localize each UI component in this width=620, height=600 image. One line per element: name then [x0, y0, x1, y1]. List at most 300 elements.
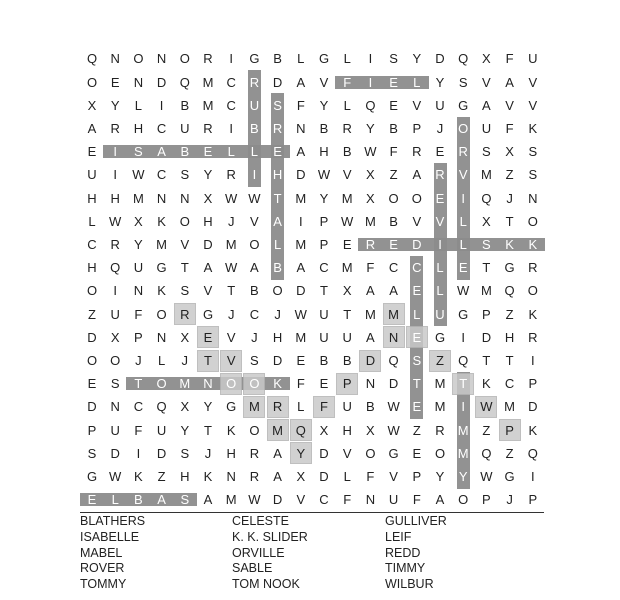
grid-cell[interactable]: H	[319, 144, 329, 160]
grid-cell[interactable]: E	[412, 283, 422, 299]
grid-cell[interactable]: V	[528, 74, 538, 90]
grid-cell[interactable]: U	[180, 121, 190, 136]
grid-cell[interactable]: U	[319, 306, 329, 322]
grid-cell[interactable]: E	[342, 237, 352, 252]
grid-cell[interactable]: L	[436, 283, 444, 299]
grid-cell[interactable]: R	[412, 144, 422, 160]
grid-cell[interactable]: Q	[156, 399, 167, 415]
grid-cell[interactable]: V	[505, 97, 514, 113]
grid-cell[interactable]: V	[226, 329, 236, 345]
grid-cell[interactable]: A	[366, 283, 375, 299]
grid-cell[interactable]: A	[250, 260, 259, 276]
grid-cell[interactable]: N	[226, 469, 236, 484]
grid-cell[interactable]: M	[457, 445, 469, 461]
grid-cell[interactable]: B	[250, 283, 259, 299]
grid-cell[interactable]: I	[113, 167, 117, 183]
grid-cell[interactable]: R	[180, 306, 190, 322]
grid-cell[interactable]: Q	[365, 97, 376, 113]
grid-cell[interactable]: Q	[388, 353, 399, 368]
grid-cell[interactable]: U	[87, 167, 97, 183]
grid-cell[interactable]: A	[296, 144, 306, 160]
grid-cell[interactable]: W	[248, 492, 261, 508]
grid-cell[interactable]: A	[157, 144, 166, 160]
grid-cell[interactable]: P	[342, 376, 352, 392]
grid-cell[interactable]: H	[272, 167, 283, 183]
grid-cell[interactable]: V	[296, 492, 306, 508]
grid-cell[interactable]: S	[180, 167, 190, 183]
grid-cell[interactable]: Q	[481, 445, 492, 461]
grid-cell[interactable]: W	[341, 213, 354, 229]
grid-cell[interactable]: V	[412, 97, 422, 113]
grid-cell[interactable]: A	[87, 121, 97, 136]
grid-cell[interactable]: M	[341, 190, 353, 206]
grid-cell[interactable]: B	[389, 121, 398, 136]
grid-cell[interactable]: U	[342, 399, 352, 415]
grid-cell[interactable]: L	[250, 144, 258, 160]
grid-cell[interactable]: X	[319, 422, 329, 438]
grid-cell[interactable]: A	[482, 97, 491, 113]
grid-cell[interactable]: I	[159, 97, 164, 113]
grid-cell[interactable]: B	[180, 144, 190, 160]
grid-cell[interactable]: G	[226, 399, 237, 415]
grid-cell[interactable]: S	[389, 51, 398, 67]
grid-cell[interactable]: W	[109, 213, 122, 229]
grid-cell[interactable]: Z	[157, 469, 166, 484]
grid-cell[interactable]: C	[319, 492, 329, 508]
grid-cell[interactable]: S	[180, 283, 190, 299]
grid-cell[interactable]: E	[389, 237, 398, 252]
grid-cell[interactable]: U	[388, 492, 399, 508]
grid-cell[interactable]: U	[435, 97, 445, 113]
grid-cell[interactable]: N	[133, 283, 144, 299]
grid-cell[interactable]: K	[528, 121, 538, 136]
grid-cell[interactable]: D	[435, 51, 445, 67]
grid-cell[interactable]: G	[458, 97, 469, 113]
grid-cell[interactable]: T	[482, 353, 491, 368]
grid-cell[interactable]: J	[506, 492, 513, 508]
grid-cell[interactable]: U	[481, 121, 492, 136]
grid-cell[interactable]: E	[87, 144, 97, 160]
grid-cell[interactable]: M	[364, 213, 376, 229]
grid-cell[interactable]: O	[249, 376, 260, 392]
grid-cell[interactable]: M	[480, 283, 492, 299]
grid-cell[interactable]: E	[412, 329, 422, 345]
grid-cell[interactable]: V	[482, 74, 491, 90]
grid-cell[interactable]: P	[528, 492, 538, 508]
grid-cell[interactable]: V	[528, 97, 538, 113]
grid-cell[interactable]: E	[273, 144, 282, 160]
grid-cell[interactable]: N	[203, 376, 213, 392]
grid-cell[interactable]: R	[203, 51, 213, 67]
grid-cell[interactable]: Z	[505, 306, 514, 322]
grid-cell[interactable]: F	[366, 469, 375, 484]
grid-cell[interactable]: Q	[295, 422, 306, 438]
grid-cell[interactable]: Q	[504, 283, 515, 299]
grid-cell[interactable]: L	[297, 51, 305, 67]
grid-cell[interactable]: U	[319, 329, 329, 345]
grid-cell[interactable]: R	[110, 237, 120, 252]
grid-cell[interactable]: F	[505, 121, 514, 136]
grid-cell[interactable]: T	[204, 422, 212, 438]
grid-cell[interactable]: A	[157, 492, 166, 508]
grid-cell[interactable]: I	[530, 469, 535, 484]
grid-cell[interactable]: D	[296, 167, 306, 183]
grid-cell[interactable]: R	[203, 121, 213, 136]
grid-cell[interactable]: G	[504, 260, 515, 276]
grid-cell[interactable]: K	[226, 422, 236, 438]
grid-cell[interactable]: O	[272, 283, 283, 299]
grid-cell[interactable]: C	[319, 260, 329, 276]
grid-cell[interactable]: A	[412, 167, 422, 183]
grid-cell[interactable]: I	[229, 121, 233, 136]
grid-cell[interactable]: L	[343, 97, 351, 113]
grid-cell[interactable]: D	[296, 283, 306, 299]
grid-cell[interactable]: P	[505, 422, 514, 438]
grid-cell[interactable]: R	[365, 237, 376, 252]
grid-cell[interactable]: W	[109, 469, 122, 484]
grid-cell[interactable]: X	[134, 213, 143, 229]
grid-cell[interactable]: Y	[319, 190, 329, 206]
grid-cell[interactable]: A	[203, 260, 213, 276]
grid-cell[interactable]: K	[273, 376, 282, 392]
grid-cell[interactable]: J	[181, 353, 189, 368]
grid-cell[interactable]: I	[461, 190, 465, 206]
grid-cell[interactable]: C	[156, 167, 167, 183]
grid-cell[interactable]: S	[528, 167, 538, 183]
grid-cell[interactable]: G	[318, 51, 330, 67]
grid-cell[interactable]: N	[156, 51, 167, 67]
grid-cell[interactable]: T	[180, 260, 189, 276]
grid-cell[interactable]: E	[296, 353, 306, 368]
grid-cell[interactable]: T	[204, 353, 212, 368]
grid-cell[interactable]: I	[298, 213, 303, 229]
grid-cell[interactable]: R	[435, 167, 445, 183]
grid-cell[interactable]: N	[388, 329, 399, 345]
grid-cell[interactable]: M	[457, 422, 469, 438]
grid-cell[interactable]: X	[482, 213, 491, 229]
grid-cell[interactable]: B	[319, 353, 329, 368]
grid-cell[interactable]: H	[87, 190, 97, 206]
grid-cell[interactable]: V	[319, 74, 329, 90]
grid-cell[interactable]: V	[389, 469, 398, 484]
grid-cell[interactable]: P	[528, 376, 538, 392]
grid-cell[interactable]: H	[226, 445, 236, 461]
grid-cell[interactable]: C	[226, 97, 236, 113]
grid-cell[interactable]: K	[528, 422, 538, 438]
grid-cell[interactable]: B	[134, 492, 143, 508]
grid-cell[interactable]: E	[435, 144, 445, 160]
grid-cell[interactable]: C	[87, 237, 97, 252]
grid-cell[interactable]: L	[88, 213, 96, 229]
grid-cell[interactable]: J	[204, 445, 212, 461]
grid-cell[interactable]: M	[434, 399, 446, 415]
grid-cell[interactable]: U	[110, 306, 120, 322]
grid-cell[interactable]: Q	[86, 51, 98, 67]
grid-cell[interactable]: Z	[88, 306, 96, 322]
grid-cell[interactable]: E	[319, 376, 329, 392]
grid-cell[interactable]: J	[227, 306, 235, 322]
grid-cell[interactable]: P	[482, 306, 491, 322]
grid-cell[interactable]: S	[110, 376, 120, 392]
grid-cell[interactable]: R	[528, 260, 538, 276]
grid-cell[interactable]: Z	[505, 445, 514, 461]
grid-cell[interactable]: E	[110, 74, 120, 90]
grid-cell[interactable]: Y	[458, 469, 468, 484]
grid-cell[interactable]: X	[180, 329, 190, 345]
grid-cell[interactable]: W	[294, 306, 307, 322]
grid-cell[interactable]: E	[435, 190, 445, 206]
grid-cell[interactable]: B	[389, 213, 398, 229]
grid-cell[interactable]: G	[86, 469, 98, 484]
grid-cell[interactable]: N	[110, 399, 120, 415]
grid-cell[interactable]: V	[226, 353, 236, 368]
grid-cell[interactable]: C	[249, 306, 260, 322]
grid-cell[interactable]: H	[272, 329, 283, 345]
grid-cell[interactable]: Q	[458, 51, 469, 67]
grid-cell[interactable]: R	[249, 445, 260, 461]
grid-cell[interactable]: U	[156, 422, 167, 438]
grid-cell[interactable]: K	[157, 283, 166, 299]
grid-cell[interactable]: Z	[505, 167, 514, 183]
grid-cell[interactable]: Z	[482, 422, 491, 438]
grid-cell[interactable]: I	[229, 51, 233, 67]
grid-cell[interactable]: W	[248, 190, 261, 206]
grid-cell[interactable]: H	[133, 121, 144, 136]
grid-cell[interactable]: S	[412, 353, 422, 368]
grid-cell[interactable]: S	[180, 445, 190, 461]
grid-cell[interactable]: L	[273, 237, 282, 252]
grid-cell[interactable]: U	[342, 329, 352, 345]
grid-cell[interactable]: W	[387, 422, 400, 438]
grid-cell[interactable]: F	[134, 422, 143, 438]
grid-cell[interactable]: N	[110, 51, 120, 67]
grid-cell[interactable]: F	[296, 97, 305, 113]
grid-cell[interactable]: R	[272, 399, 283, 415]
grid-cell[interactable]: M	[295, 190, 307, 206]
grid-cell[interactable]: Y	[110, 97, 120, 113]
grid-cell[interactable]: D	[481, 329, 492, 345]
grid-cell[interactable]: G	[504, 469, 515, 484]
grid-cell[interactable]: I	[368, 51, 373, 67]
grid-cell[interactable]: Y	[296, 445, 306, 461]
grid-cell[interactable]: S	[482, 144, 491, 160]
grid-cell[interactable]: G	[202, 306, 214, 322]
grid-cell[interactable]: A	[435, 492, 445, 508]
grid-cell[interactable]: O	[179, 51, 190, 67]
grid-cell[interactable]: J	[135, 353, 142, 368]
grid-cell[interactable]: S	[250, 353, 259, 368]
grid-cell[interactable]: G	[156, 260, 167, 276]
grid-cell[interactable]: P	[319, 213, 329, 229]
grid-cell[interactable]: W	[132, 167, 145, 183]
grid-cell[interactable]: D	[319, 445, 329, 461]
grid-cell[interactable]: K	[482, 376, 491, 392]
grid-cell[interactable]: S	[528, 144, 538, 160]
grid-cell[interactable]: A	[273, 213, 282, 229]
grid-cell[interactable]: F	[389, 144, 398, 160]
grid-cell[interactable]: N	[133, 74, 144, 90]
grid-cell[interactable]: O	[434, 445, 446, 461]
grid-cell[interactable]: R	[458, 144, 468, 160]
grid-cell[interactable]: R	[110, 121, 120, 136]
grid-cell[interactable]: I	[252, 167, 257, 183]
grid-cell[interactable]: R	[249, 469, 260, 484]
grid-cell[interactable]: K	[528, 237, 538, 252]
grid-cell[interactable]: M	[272, 422, 284, 438]
grid-cell[interactable]: Y	[412, 51, 422, 67]
grid-cell[interactable]: J	[274, 306, 281, 322]
grid-cell[interactable]: X	[366, 167, 375, 183]
grid-cell[interactable]: E	[203, 144, 213, 160]
grid-cell[interactable]: S	[273, 97, 282, 113]
grid-cell[interactable]: D	[87, 329, 97, 345]
grid-cell[interactable]: Y	[203, 167, 213, 183]
grid-cell[interactable]: Y	[134, 237, 143, 252]
grid-cell[interactable]: L	[459, 213, 467, 229]
grid-cell[interactable]: K	[157, 213, 166, 229]
grid-cell[interactable]: C	[412, 260, 422, 276]
grid-cell[interactable]: D	[156, 74, 167, 90]
grid-cell[interactable]: U	[249, 97, 260, 113]
grid-cell[interactable]: A	[203, 492, 213, 508]
grid-cell[interactable]: I	[113, 144, 117, 160]
grid-cell[interactable]: O	[458, 492, 469, 508]
grid-cell[interactable]: I	[461, 399, 465, 415]
grid-cell[interactable]: F	[366, 260, 375, 276]
grid-cell[interactable]: X	[296, 469, 306, 484]
grid-cell[interactable]: F	[343, 74, 352, 90]
grid-cell[interactable]: F	[343, 492, 352, 508]
grid-cell[interactable]: R	[342, 121, 352, 136]
grid-cell[interactable]: Y	[435, 469, 445, 484]
grid-cell[interactable]: F	[296, 376, 305, 392]
grid-cell[interactable]: L	[134, 97, 142, 113]
grid-cell[interactable]: P	[412, 469, 422, 484]
grid-cell[interactable]: L	[413, 306, 421, 322]
grid-cell[interactable]: W	[225, 260, 238, 276]
grid-cell[interactable]: E	[389, 74, 398, 90]
grid-cell[interactable]: O	[86, 353, 98, 368]
grid-cell[interactable]: H	[180, 469, 190, 484]
grid-cell[interactable]: T	[505, 213, 514, 229]
grid-cell[interactable]: O	[86, 74, 98, 90]
grid-cell[interactable]: W	[480, 399, 493, 415]
grid-cell[interactable]: I	[368, 74, 373, 90]
grid-cell[interactable]: A	[505, 74, 514, 90]
grid-cell[interactable]: A	[273, 445, 282, 461]
grid-cell[interactable]: V	[435, 213, 445, 229]
grid-cell[interactable]: O	[226, 376, 237, 392]
grid-cell[interactable]: W	[364, 144, 377, 160]
grid-cell[interactable]: Q	[458, 353, 469, 368]
grid-cell[interactable]: W	[457, 283, 470, 299]
grid-cell[interactable]: F	[505, 51, 514, 67]
grid-cell[interactable]: R	[249, 74, 260, 90]
grid-cell[interactable]: B	[273, 260, 282, 276]
grid-cell[interactable]: R	[272, 121, 283, 136]
grid-cell[interactable]: S	[458, 74, 468, 90]
grid-cell[interactable]: E	[87, 492, 97, 508]
grid-cell[interactable]: G	[434, 329, 446, 345]
grid-cell[interactable]: A	[389, 283, 398, 299]
grid-cell[interactable]: X	[87, 97, 97, 113]
grid-cell[interactable]: B	[342, 353, 352, 368]
grid-cell[interactable]: O	[156, 306, 167, 322]
grid-cell[interactable]: M	[364, 306, 376, 322]
grid-cell[interactable]: T	[320, 283, 328, 299]
grid-cell[interactable]: A	[273, 469, 282, 484]
grid-cell[interactable]: D	[528, 399, 538, 415]
grid-cell[interactable]: D	[156, 445, 167, 461]
grid-cell[interactable]: O	[133, 51, 144, 67]
grid-cell[interactable]: V	[458, 167, 468, 183]
grid-cell[interactable]: P	[134, 329, 143, 345]
grid-cell[interactable]: Q	[110, 260, 121, 276]
grid-cell[interactable]: M	[295, 237, 307, 252]
grid-cell[interactable]: N	[296, 121, 306, 136]
grid-cell[interactable]: L	[413, 74, 421, 90]
grid-cell[interactable]: H	[342, 422, 352, 438]
grid-cell[interactable]: U	[528, 51, 538, 67]
grid-cell[interactable]: N	[156, 190, 167, 206]
grid-cell[interactable]: D	[203, 237, 213, 252]
grid-cell[interactable]: D	[272, 353, 283, 368]
grid-cell[interactable]: W	[480, 469, 493, 484]
grid-cell[interactable]: R	[435, 422, 445, 438]
grid-cell[interactable]: X	[366, 190, 375, 206]
grid-cell[interactable]: T	[459, 376, 468, 392]
grid-cell[interactable]: S	[134, 144, 143, 160]
grid-cell[interactable]: O	[179, 213, 190, 229]
grid-cell[interactable]: M	[225, 237, 237, 252]
grid-cell[interactable]: M	[341, 260, 353, 276]
grid-cell[interactable]: P	[482, 492, 491, 508]
grid-cell[interactable]: D	[272, 492, 283, 508]
grid-cell[interactable]: X	[505, 144, 514, 160]
grid-cell[interactable]: W	[317, 167, 331, 183]
grid-cell[interactable]: J	[227, 213, 235, 229]
grid-cell[interactable]: T	[273, 190, 282, 206]
grid-cell[interactable]: X	[180, 399, 190, 415]
grid-cell[interactable]: I	[530, 353, 535, 368]
grid-cell[interactable]: M	[295, 329, 307, 345]
grid-cell[interactable]: W	[225, 190, 238, 206]
grid-cell[interactable]: L	[157, 353, 166, 368]
grid-cell[interactable]: O	[527, 213, 538, 229]
grid-cell[interactable]: Y	[319, 97, 329, 113]
grid-cell[interactable]: U	[435, 306, 445, 322]
grid-cell[interactable]: O	[388, 190, 399, 206]
grid-cell[interactable]: V	[342, 445, 352, 461]
grid-cell[interactable]: C	[388, 260, 399, 276]
grid-cell[interactable]: M	[480, 167, 492, 183]
grid-cell[interactable]: X	[110, 329, 120, 345]
grid-cell[interactable]: C	[504, 376, 515, 392]
grid-cell[interactable]: T	[227, 283, 236, 299]
grid-cell[interactable]: O	[156, 376, 167, 392]
grid-cell[interactable]: O	[458, 121, 469, 136]
grid-cell[interactable]: E	[389, 97, 398, 113]
grid-cell[interactable]: M	[248, 399, 260, 415]
grid-cell[interactable]: Z	[436, 353, 444, 368]
grid-cell[interactable]: E	[458, 260, 468, 276]
grid-cell[interactable]: U	[133, 260, 144, 276]
grid-cell[interactable]: V	[342, 167, 352, 183]
grid-cell[interactable]: L	[343, 51, 351, 67]
grid-cell[interactable]: C	[226, 74, 236, 90]
grid-cell[interactable]: V	[180, 237, 190, 252]
grid-cell[interactable]: Y	[203, 399, 213, 415]
